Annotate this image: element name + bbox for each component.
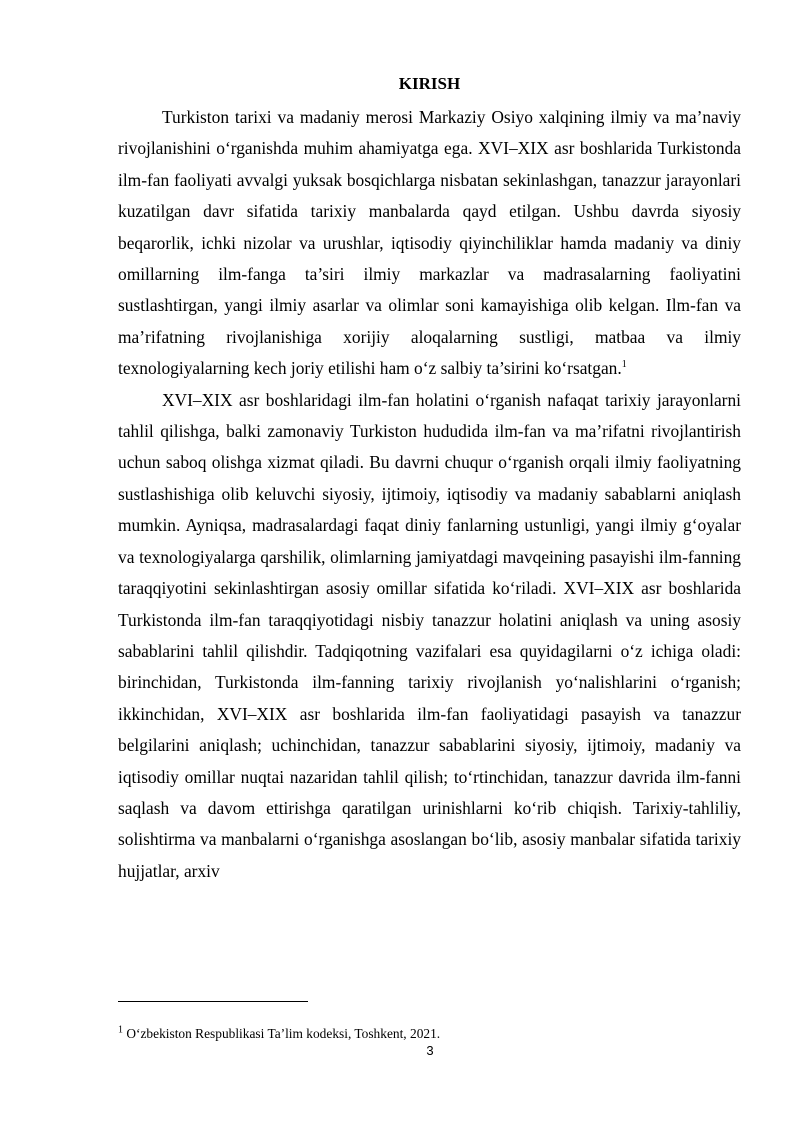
section-heading: KIRISH — [398, 74, 461, 93]
footnote-reference[interactable]: 1 — [621, 359, 627, 371]
footnote — [118, 1026, 741, 1042]
page-content — [118, 70, 741, 887]
footnote-separator — [118, 1001, 308, 1002]
paragraph-1 — [118, 102, 741, 385]
paragraph-1-text: Turkiston tarixi va madaniy merosi Markaziy Osiyo xalqining ilmiy va ma’naviy rivojlanishini o‘rganishda muhim ahamiyatga ega. XVI–XIX asr boshlarida Turkistonda ilm-fan faoliyati avvalgi yuksak bosqichlarga nisbatan sekinlashgan, tanazzur jarayonlari kuzatilgan davr sifatida tarixiy manbalarda qayd etilgan. Ushbu davrda siyosiy beqarorlik, ichki nizolar va urushlar, iqtisodiy qiyinchiliklar hamda madaniy va diniy omillarning ilm-fanga ta’siri ilmiy markazlar va madrasalarning faoliyatini sustlashtirgan, yangi ilmiy asarlar va olimlar soni kamayishiga olib kelgan. Ilm-fan va ma’rifatning rivojlanishiga xorijiy aloqalarning sustligi, matbaa va ilmiy texnologiyalarning kech joriy etilishi ham o‘z salbiy ta’sirini ko‘rsatgan. — [118, 107, 741, 379]
footnote-text: O‘zbekiston Respublikasi Ta’lim kodeksi, Toshkent, 2021. — [126, 1026, 441, 1041]
paragraph-2: XVI–XIX asr boshlaridagi ilm-fan holatini o‘rganish nafaqat tarixiy jarayonlarni tahlil qilishga, balki zamonaviy Turkiston hududida ilm-fan va ma’rifatni rivojlantirish uchun saboq olishga xizmat qiladi. Bu davrni chuqur o‘rganish orqali ilmiy faoliyatning sustlashishiga olib keluvchi siyosiy, ijtimoiy, iqtisodiy va madaniy sabablarni aniqlash mumkin. Ayniqsa, madrasalardagi faqat diniy fanlarning ustunligi, yangi ilmiy g‘oyalar va texnologiyalarga qarshilik, olimlarning jamiyatdagi mavqeining pasayishi ilm-fanning taraqqiyotini sekinlashtirgan asosiy omillar sifatida ko‘riladi. XVI–XIX asr boshlarida Turkistonda ilm-fan taraqqiyotidagi nisbiy tanazzur holatini aniqlash va uning asosiy sabablarini tahlil qilishdir. Tadqiqotning vazifalari esa quyidagilarni o‘z ichiga oladi: birinchidan, Turkistonda ilm-fanning tarixiy rivojlanish yo‘nalishlarini o‘rganish; ikkinchidan, XVI–XIX asr boshlarida ilm-fan faoliyatidagi pasayish va tanazzur belgilarini aniqlash; uchinchidan, tanazzur sabablarini siyosiy, ijtimoiy, madaniy va iqtisodiy omillar nuqtai nazaridan tahlil qilish; to‘rtinchidan, tanazzur davrida ilm-fanni saqlash va davom ettirishga qaratilgan urinishlarni ko‘rib chiqish. Tarixiy-tahliliy, solishtirma va manbalarni o‘rganishga asoslangan bo‘lib, asosiy manbalar sifatida tarixiy hujjatlar, arxiv — [118, 389, 741, 881]
page-number: 3 — [426, 1043, 434, 1058]
footnote-number: 1 — [118, 1024, 123, 1036]
